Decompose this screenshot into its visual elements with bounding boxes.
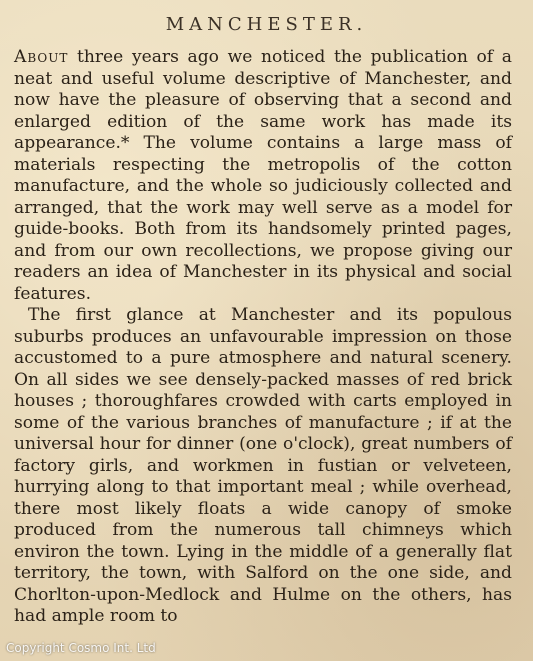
- paragraph-1: [14, 47, 512, 305]
- article-title: MANCHESTER.: [165, 14, 368, 35]
- paragraph-1-text: three years ago we noticed the publication of a neat and useful volume descriptive of Manchester, and now have the pleasure of observing that a second and enlarged edition of the same work has made its appearance.* The volume contains a large mass of materials respecting the metropolis of the cotton manufacture, and the whole so judiciously collected and arranged, that the work may well serve as a model for guide-books. Both from its handsomely printed pages, and from our own recollections, we propose giving our readers an idea of Manchester in its physical and social features.: [14, 47, 512, 304]
- paragraph-1-lead: About: [14, 47, 69, 67]
- copyright-watermark: Copyright Cosmo Int. Ltd: [6, 641, 156, 655]
- paragraph-2: The first glance at Manchester and its populous suburbs produces an unfavourable impression on those accustomed to a pure atmosphere and natural scenery. On all sides we see densely-packed masses of red brick houses ; thoroughfares crowded with carts employed in some of the various branches of manufacture ; if at the universal hour for dinner (one o'clock), great numbers of factory girls, and workmen in fustian or velveteen, hurrying along to that important meal ; while overhead, there most likely floats a wide canopy of smoke produced from the numerous tall chimneys which environ the town. Lying in the middle of a generally flat territory, the town, with Salford on the one side, and Chorlton-upon-Medlock and Hulme on the others, has had ample room to: [14, 305, 512, 626]
- article-body: [14, 47, 512, 628]
